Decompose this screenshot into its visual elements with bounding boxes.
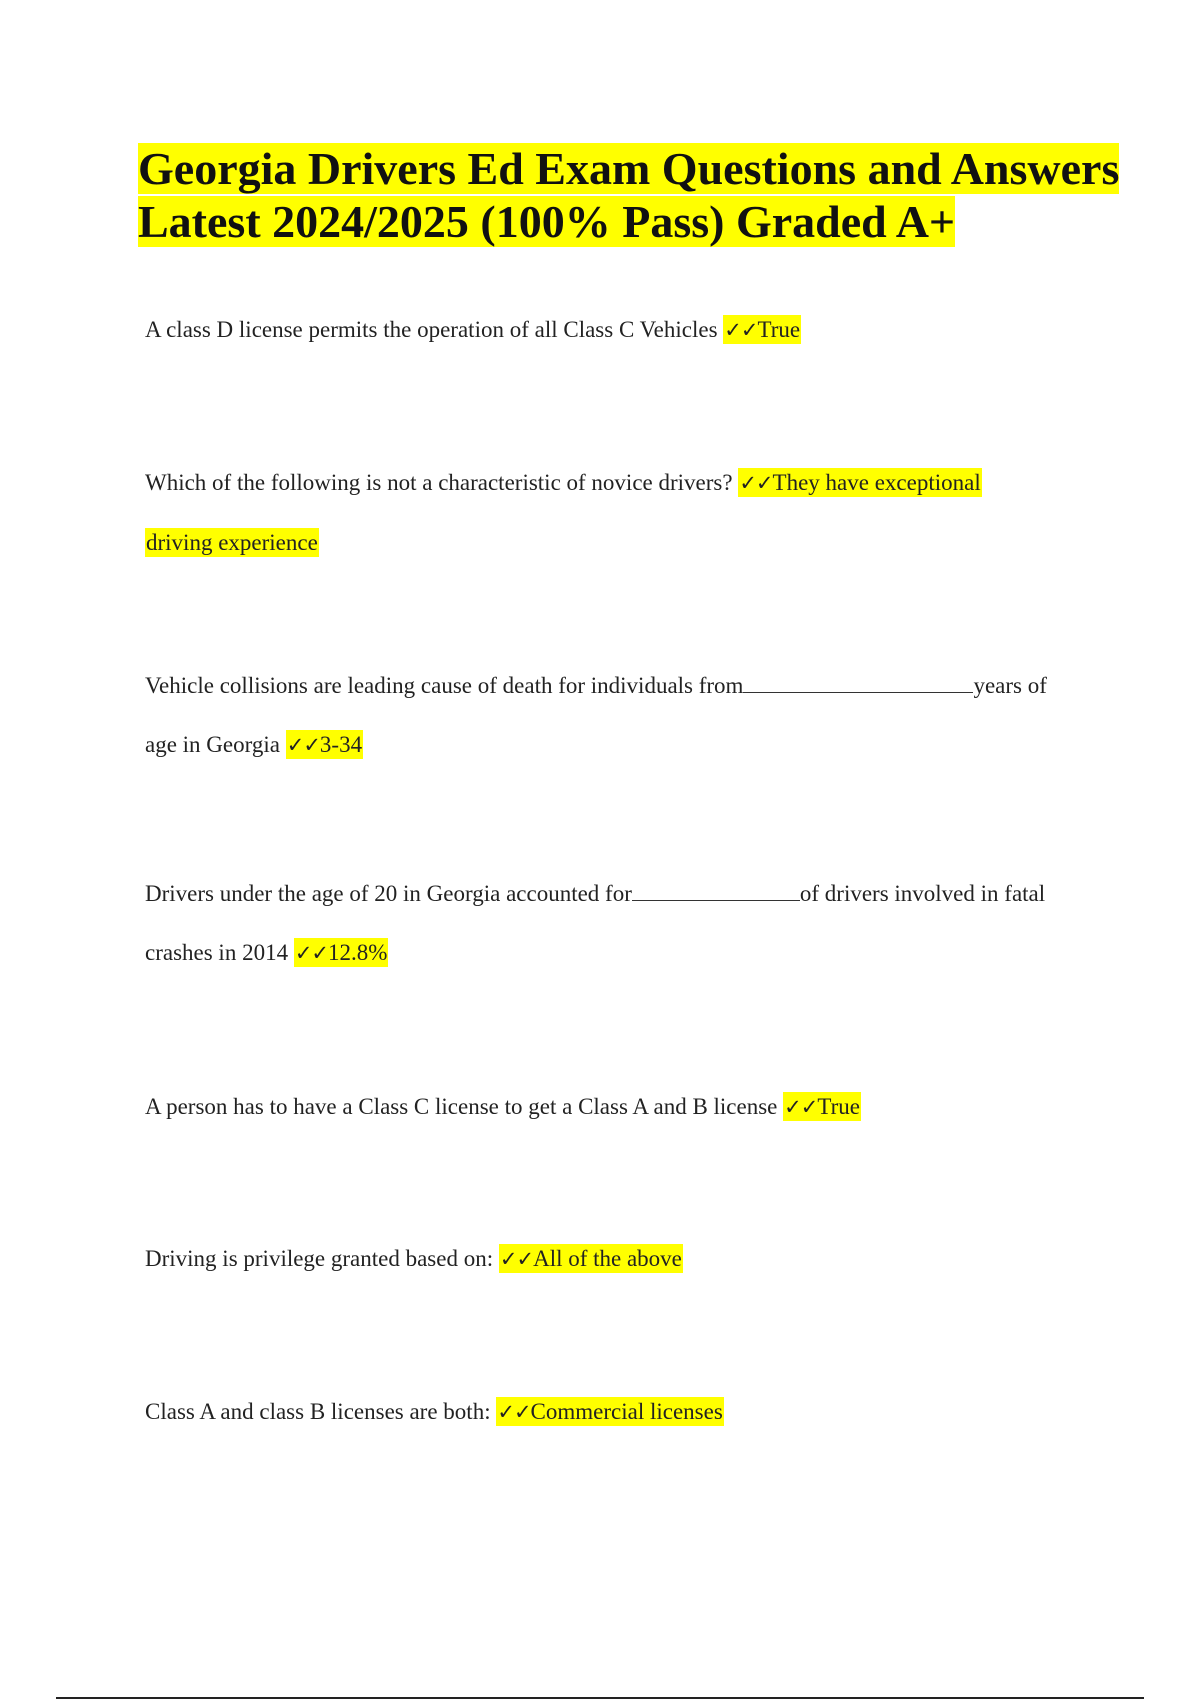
double-check-icon: ✓✓ (497, 1400, 531, 1424)
fill-in-blank (743, 673, 973, 693)
question-text: Which of the following is not a characteristic of novice drivers? (145, 470, 733, 495)
qa-item-4 (145, 864, 1085, 983)
answer-highlight (738, 468, 981, 497)
qa-item-1 (145, 300, 1085, 360)
question-text-continued: of drivers involved in fatal (799, 881, 1046, 906)
answer-highlight (783, 1092, 861, 1121)
answer-highlight (499, 1244, 683, 1273)
fill-in-blank (632, 881, 800, 901)
answer-highlight-continued (145, 528, 319, 557)
double-check-icon: ✓✓ (294, 941, 329, 965)
answer-highlight (723, 315, 801, 344)
question-text-continued: years of (973, 673, 1047, 698)
question-text: A class D license permits the operation of all Class C Vehicles (145, 317, 718, 342)
answer-text: True (817, 1094, 860, 1119)
answer-highlight (286, 730, 363, 759)
answer-text: All of the above (533, 1246, 682, 1271)
question-text: A person has to have a Class C license to get a Class A and B license (145, 1094, 778, 1119)
double-check-icon: ✓✓ (286, 733, 320, 757)
question-text: Driving is privilege granted based on: (145, 1246, 494, 1271)
title-line-1: Georgia Drivers Ed Exam Questions and Answers (138, 143, 1120, 194)
answer-text: driving experience (146, 530, 318, 555)
double-check-icon: ✓✓ (784, 1095, 818, 1119)
double-check-icon: ✓✓ (499, 1247, 534, 1271)
document-title (138, 142, 1178, 248)
answer-text: Commercial licenses (530, 1399, 723, 1424)
answer-highlight (294, 938, 389, 967)
qa-item-6 (145, 1229, 1085, 1289)
qa-item-7 (145, 1382, 1085, 1442)
question-text-line-2: age in Georgia (145, 732, 280, 757)
title-line-2: Latest 2024/2025 (100% Pass) Graded A+ (138, 196, 956, 247)
qa-item-5 (145, 1077, 1085, 1137)
answer-text: True (757, 317, 801, 342)
footer-rule (56, 1697, 1144, 1699)
answer-text: 3-34 (319, 732, 363, 757)
double-check-icon: ✓✓ (724, 318, 758, 342)
answer-text: They have exceptional (772, 470, 981, 495)
question-text-line-2: crashes in 2014 (145, 940, 289, 965)
answer-text: 12.8% (328, 940, 388, 965)
answer-highlight (496, 1397, 723, 1426)
qa-item-3 (145, 656, 1085, 775)
question-text: Class A and class B licenses are both: (145, 1399, 491, 1424)
double-check-icon: ✓✓ (739, 471, 773, 495)
question-text: Vehicle collisions are leading cause of death for individuals from (145, 673, 744, 698)
qa-item-2 (145, 453, 1085, 572)
question-text: Drivers under the age of 20 in Georgia accounted for (145, 881, 632, 906)
